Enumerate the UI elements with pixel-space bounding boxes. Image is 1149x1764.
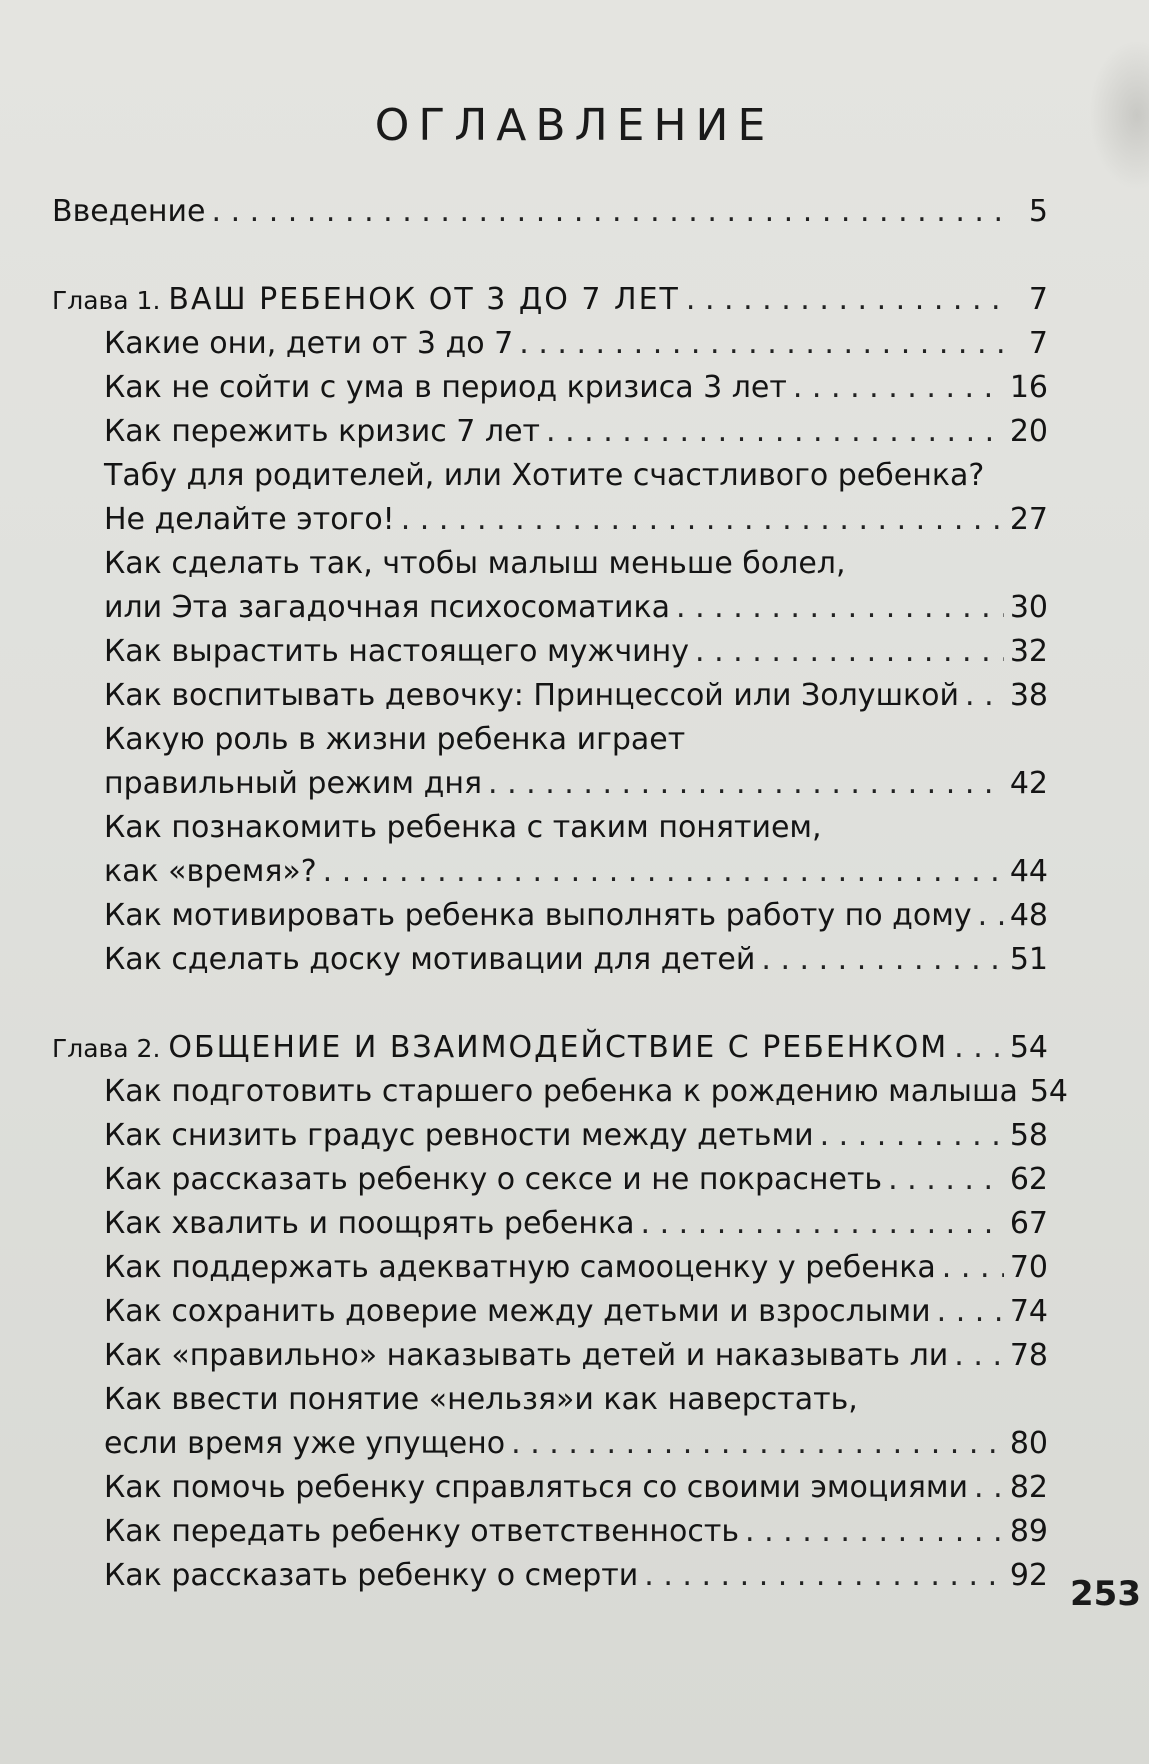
toc-chapter-heading[interactable] bbox=[52, 278, 1048, 322]
toc-entry-page: 89 bbox=[1009, 1514, 1048, 1549]
toc-entry-label: Табу для родителей, или Хотите счастливого ребенка? bbox=[104, 458, 985, 493]
toc-entry-page: 67 bbox=[1009, 1206, 1048, 1241]
toc-entry[interactable] bbox=[52, 894, 1048, 938]
dot-leader bbox=[488, 762, 1004, 806]
toc-entry[interactable] bbox=[52, 762, 1048, 806]
chapter-heading: ОБЩЕНИЕ И ВЗАИМОДЕЙСТВИЕ С РЕБЕНКОМ bbox=[168, 1030, 949, 1065]
page-title: ОГЛАВЛЕНИЕ bbox=[374, 100, 775, 151]
toc-entry-page: 44 bbox=[1009, 854, 1048, 889]
toc-entry[interactable] bbox=[52, 1070, 1069, 1114]
toc-entry-label: Как рассказать ребенку о смерти bbox=[104, 1558, 639, 1593]
toc-entry-page: 51 bbox=[1009, 942, 1048, 977]
toc-entry[interactable] bbox=[52, 938, 1048, 982]
toc-entry-page: 58 bbox=[1009, 1118, 1048, 1153]
toc-entry-page: 70 bbox=[1009, 1250, 1048, 1285]
toc-entry[interactable] bbox=[52, 1202, 1048, 1246]
dot-leader bbox=[212, 190, 1013, 234]
dot-leader bbox=[401, 498, 1004, 542]
toc-entry-label: Как «правильно» наказывать детей и наказывать ли bbox=[104, 1338, 949, 1373]
toc-entry[interactable] bbox=[52, 586, 1048, 630]
toc-entry-page: 42 bbox=[1009, 766, 1048, 801]
toc-entry-page: 80 bbox=[1009, 1426, 1048, 1461]
toc-entry-label: Введение bbox=[52, 194, 206, 229]
toc-entry[interactable] bbox=[52, 366, 1048, 410]
toc-entry-line[interactable] bbox=[52, 542, 1048, 586]
toc-entry-page: 82 bbox=[1009, 1470, 1048, 1505]
toc-entry-label: Как сделать так, чтобы малыш меньше болел, bbox=[104, 546, 846, 581]
toc-entry[interactable] bbox=[52, 630, 1048, 674]
toc-entry-label: Как помочь ребенку справляться со своими эмоциями bbox=[104, 1470, 969, 1505]
spacer bbox=[52, 982, 1048, 1026]
spacer bbox=[52, 234, 1048, 278]
toc-entry-page: 92 bbox=[1009, 1558, 1048, 1593]
dot-leader bbox=[644, 1554, 1004, 1598]
dot-leader bbox=[954, 1334, 1004, 1378]
toc-entry-page: 30 bbox=[1009, 590, 1048, 625]
dot-leader bbox=[745, 1510, 1004, 1554]
toc-entry-label: как «время»? bbox=[104, 854, 317, 889]
toc-entry-label: Не делайте этого! bbox=[104, 502, 395, 537]
toc-chapter-heading[interactable] bbox=[52, 1026, 1048, 1070]
toc-entry-label: Какие они, дети от 3 до 7 bbox=[104, 326, 514, 361]
dot-leader bbox=[546, 410, 1004, 454]
toc-entry-label: или Эта загадочная психосоматика bbox=[104, 590, 670, 625]
dot-leader bbox=[942, 1246, 1004, 1290]
toc-entry[interactable] bbox=[52, 1246, 1048, 1290]
toc-entry-page: 7 bbox=[1028, 326, 1048, 361]
dot-leader bbox=[965, 674, 1004, 718]
toc-entry-page: 32 bbox=[1009, 634, 1048, 669]
chapter-title bbox=[52, 278, 680, 323]
toc-entry-label: Как поддержать адекватную самооценку у ребенка bbox=[104, 1250, 936, 1285]
chapter-heading: ВАШ РЕБЕНОК ОТ 3 ДО 7 ЛЕТ bbox=[168, 282, 680, 317]
toc-entry[interactable] bbox=[52, 322, 1048, 366]
dot-leader bbox=[695, 630, 1004, 674]
toc-entry-page: 7 bbox=[1028, 282, 1048, 317]
dot-leader bbox=[974, 1466, 1004, 1510]
dot-leader bbox=[686, 278, 1012, 322]
toc-entry-line[interactable] bbox=[52, 806, 1048, 850]
toc-entry-page: 74 bbox=[1009, 1294, 1048, 1329]
toc-entry-page: 62 bbox=[1009, 1162, 1048, 1197]
toc-entry-label: Как сохранить доверие между детьми и взрослыми bbox=[104, 1294, 931, 1329]
dot-leader bbox=[761, 938, 1003, 982]
toc-entry[interactable] bbox=[52, 850, 1048, 894]
toc-entry[interactable] bbox=[52, 1158, 1048, 1202]
toc-entry-line[interactable] bbox=[52, 454, 1048, 498]
toc-entry-page: 5 bbox=[1028, 194, 1048, 229]
toc-entry[interactable] bbox=[52, 1290, 1048, 1334]
toc-entry[interactable] bbox=[52, 1466, 1048, 1510]
toc-entry-page: 78 bbox=[1009, 1338, 1048, 1373]
table-of-contents bbox=[52, 190, 1069, 1598]
toc-entry-label: Как сделать доску мотивации для детей bbox=[104, 942, 756, 977]
dot-leader bbox=[978, 894, 1004, 938]
dot-leader bbox=[820, 1114, 1004, 1158]
dot-leader bbox=[793, 366, 1004, 410]
toc-entry[interactable] bbox=[52, 1334, 1048, 1378]
toc-entry-label: Как подготовить старшего ребенка к рождению малыша bbox=[104, 1074, 1018, 1109]
toc-entry-label: Как вырастить настоящего мужчину bbox=[104, 634, 690, 669]
toc-entry-label: Как воспитывать девочку: Принцессой или Золушкой bbox=[104, 678, 959, 713]
toc-entry[interactable] bbox=[52, 1554, 1048, 1598]
toc-entry-label: Как рассказать ребенку о сексе и не покраснеть bbox=[104, 1162, 883, 1197]
toc-entry-label: Как мотивировать ребенка выполнять работу по дому bbox=[104, 898, 972, 933]
chapter-title bbox=[52, 1026, 948, 1071]
toc-entry-page: 16 bbox=[1009, 370, 1048, 405]
toc-entry-label: Какую роль в жизни ребенка играет bbox=[104, 722, 686, 757]
chapter-prefix: Глава 2. bbox=[52, 1034, 161, 1063]
chapters-list bbox=[52, 278, 1069, 1598]
toc-entry-page: 27 bbox=[1009, 502, 1048, 537]
toc-entry[interactable] bbox=[52, 674, 1048, 718]
dot-leader bbox=[954, 1026, 1004, 1070]
toc-entry-label: Как ввести понятие «нельзя»и как наверстать, bbox=[104, 1382, 858, 1417]
toc-entry-label: Как снизить градус ревности между детьми bbox=[104, 1118, 814, 1153]
toc-entry[interactable] bbox=[52, 1422, 1048, 1466]
dot-leader bbox=[641, 1202, 1004, 1246]
toc-entry-page: 54 bbox=[1009, 1030, 1048, 1065]
dot-leader bbox=[676, 586, 1004, 630]
toc-entry-label: правильный режим дня bbox=[104, 766, 483, 801]
toc-entry-page: 20 bbox=[1009, 414, 1048, 449]
toc-entry-page: 48 bbox=[1009, 898, 1048, 933]
toc-entry[interactable] bbox=[52, 1114, 1048, 1158]
dot-leader bbox=[511, 1422, 1004, 1466]
toc-entry-label: если время уже упущено bbox=[104, 1426, 506, 1461]
dot-leader bbox=[888, 1158, 1004, 1202]
dot-leader bbox=[937, 1290, 1004, 1334]
toc-entry-label: Как познакомить ребенка с таким понятием, bbox=[104, 810, 822, 845]
page-number: 253 bbox=[1070, 1574, 1141, 1614]
toc-entry-label: Как передать ребенку ответственность bbox=[104, 1514, 739, 1549]
toc-entry-label: Как хвалить и поощрять ребенка bbox=[104, 1206, 635, 1241]
toc-entry-label: Как не сойти с ума в период кризиса 3 лет bbox=[104, 370, 787, 405]
dot-leader bbox=[519, 322, 1012, 366]
dot-leader bbox=[323, 850, 1004, 894]
toc-entry-page: 38 bbox=[1009, 678, 1048, 713]
toc-entry[interactable] bbox=[52, 498, 1048, 542]
toc-entry[interactable] bbox=[52, 410, 1048, 454]
toc-entry-intro[interactable] bbox=[52, 190, 1048, 234]
toc-entry-label: Как пережить кризис 7 лет bbox=[104, 414, 540, 449]
toc-entry-line[interactable] bbox=[52, 1378, 1048, 1422]
toc-entry-line[interactable] bbox=[52, 718, 1048, 762]
toc-entry-page: 54 bbox=[1029, 1074, 1069, 1109]
toc-entry[interactable] bbox=[52, 1510, 1048, 1554]
chapter-prefix: Глава 1. bbox=[52, 286, 161, 315]
